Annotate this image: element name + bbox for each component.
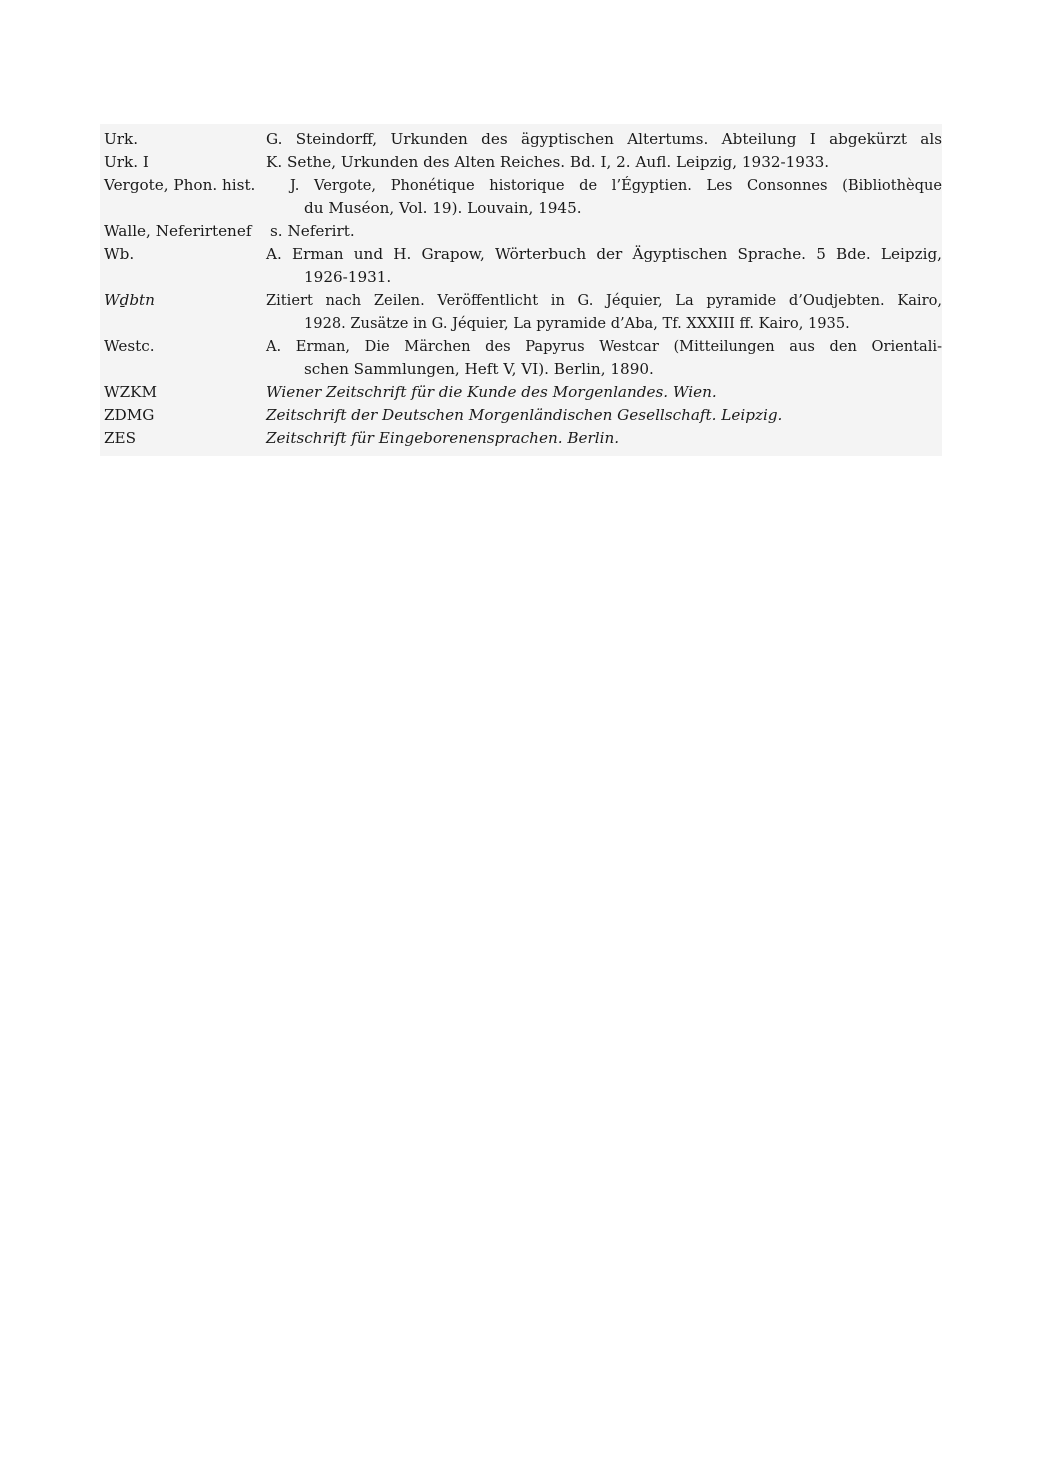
entry-description-continued: schen Sammlungen, Heft V, VI). Berlin, 1890. <box>304 360 654 378</box>
entry-description: A. Erman und H. Grapow, Wörterbuch der Ägyptischen Sprache. 5 Bde. Leipzig, <box>266 245 942 263</box>
entry-description: Wiener Zeitschrift für die Kunde des Morgenlandes. Wien. <box>266 383 717 401</box>
list-item <box>104 289 942 335</box>
list-item <box>104 381 942 404</box>
entry-abbreviation: Walle, Neferirtenef <box>104 222 252 240</box>
entry-abbreviation: Urk. I <box>104 153 149 171</box>
entry-abbreviation: ZDMG <box>104 406 155 424</box>
entry-abbreviation: Wb. <box>104 245 135 263</box>
list-item <box>104 243 942 289</box>
list-item <box>104 128 942 151</box>
abbreviations-list <box>100 124 942 456</box>
entry-abbreviation: Urk. <box>104 130 139 148</box>
entry-description: G. Steindorff, Urkunden des ägyptischen Altertums. Abteilung I abgekürzt als <box>266 130 942 148</box>
entry-description: J. Vergote, Phonétique historique de l’Égyptien. Les Consonnes (Bibliothèque <box>290 177 942 194</box>
list-item <box>104 220 942 243</box>
list-item <box>104 404 942 427</box>
entry-description: Zitiert nach Zeilen. Veröffentlicht in G. Jéquier, La pyramide d’Oudjebten. Kairo, <box>266 292 942 309</box>
entry-description: Zeitschrift für Eingeborenensprachen. Berlin. <box>266 429 620 447</box>
list-item <box>104 335 942 381</box>
entry-description: s. Neferirt. <box>270 222 355 240</box>
entry-abbreviation: Wḏbtn <box>104 291 155 309</box>
entry-description: A. Erman, Die Märchen des Papyrus Westcar (Mitteilungen aus den Orientali- <box>266 338 942 355</box>
entry-abbreviation: ZES <box>104 429 137 447</box>
entry-description-continued: 1926-1931. <box>304 268 392 286</box>
entry-abbreviation: Vergote, Phon. hist. <box>104 176 256 194</box>
entry-description: K. Sethe, Urkunden des Alten Reiches. Bd. I, 2. Aufl. Leipzig, 1932-1933. <box>266 153 830 171</box>
list-item <box>104 174 942 220</box>
list-item <box>104 427 942 450</box>
entry-abbreviation: WZKM <box>104 383 158 401</box>
entry-description-continued: du Muséon, Vol. 19). Louvain, 1945. <box>304 199 582 217</box>
list-item <box>104 151 942 174</box>
entry-abbreviation: Westc. <box>104 337 155 355</box>
entry-description: Zeitschrift der Deutschen Morgenländischen Gesellschaft. Leipzig. <box>266 406 783 424</box>
entry-description-continued: 1928. Zusätze in G. Jéquier, La pyramide d’Aba, Tf. XXXIII ff. Kairo, 1935. <box>304 315 850 332</box>
